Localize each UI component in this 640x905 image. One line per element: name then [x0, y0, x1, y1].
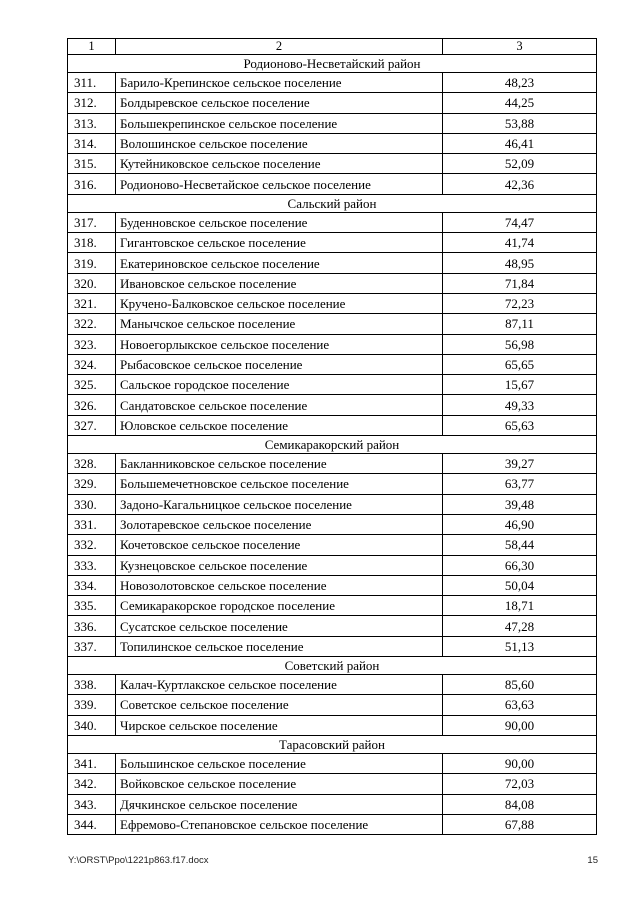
settlement-value: 90,00	[443, 715, 597, 735]
settlement-name: Золотаревское сельское поселение	[116, 514, 443, 534]
column-header-name: 2	[116, 39, 443, 55]
row-number: 340.	[68, 715, 116, 735]
settlement-name: Кочетовское сельское поселение	[116, 535, 443, 555]
column-header-value: 3	[443, 39, 597, 55]
table-row	[68, 535, 597, 555]
row-number: 344.	[68, 814, 116, 834]
settlement-value: 63,63	[443, 695, 597, 715]
row-number: 338.	[68, 675, 116, 695]
settlement-value: 71,84	[443, 273, 597, 293]
row-number: 342.	[68, 774, 116, 794]
row-number: 333.	[68, 555, 116, 575]
settlement-name: Топилинское сельское поселение	[116, 636, 443, 656]
settlement-value: 46,41	[443, 133, 597, 153]
table-row	[68, 575, 597, 595]
settlement-name: Кручено-Балковское сельское поселение	[116, 293, 443, 313]
row-number: 326.	[68, 395, 116, 415]
page-number: 15	[587, 855, 598, 866]
settlement-value: 42,36	[443, 174, 597, 194]
section-header-row	[68, 194, 597, 212]
row-number: 322.	[68, 314, 116, 334]
table-row	[68, 494, 597, 514]
settlement-value: 41,74	[443, 233, 597, 253]
settlement-value: 63,77	[443, 474, 597, 494]
row-number: 321.	[68, 293, 116, 313]
row-number: 341.	[68, 753, 116, 773]
row-number: 317.	[68, 212, 116, 232]
settlement-value: 85,60	[443, 675, 597, 695]
row-number: 315.	[68, 154, 116, 174]
settlement-name: Чирское сельское поселение	[116, 715, 443, 735]
table-row	[68, 555, 597, 575]
table-row	[68, 314, 597, 334]
table-row	[68, 814, 597, 834]
settlement-value: 46,90	[443, 514, 597, 534]
settlement-name: Кузнецовское сельское поселение	[116, 555, 443, 575]
table-row	[68, 753, 597, 773]
table-row	[68, 113, 597, 133]
table-body	[68, 39, 597, 835]
row-number: 316.	[68, 174, 116, 194]
section-header-row	[68, 436, 597, 454]
table-row	[68, 636, 597, 656]
row-number: 343.	[68, 794, 116, 814]
row-number: 318.	[68, 233, 116, 253]
settlement-name: Дячкинское сельское поселение	[116, 794, 443, 814]
settlement-name: Большекрепинское сельское поселение	[116, 113, 443, 133]
row-number: 327.	[68, 415, 116, 435]
table-row	[68, 273, 597, 293]
settlement-value: 67,88	[443, 814, 597, 834]
row-number: 332.	[68, 535, 116, 555]
section-header-row	[68, 657, 597, 675]
row-number: 330.	[68, 494, 116, 514]
column-header-number: 1	[68, 39, 116, 55]
settlement-name: Новозолотовское сельское поселение	[116, 575, 443, 595]
settlement-name: Рыбасовское сельское поселение	[116, 354, 443, 374]
row-number: 319.	[68, 253, 116, 273]
settlement-value: 44,25	[443, 93, 597, 113]
row-number: 329.	[68, 474, 116, 494]
settlement-name: Советское сельское поселение	[116, 695, 443, 715]
settlement-value: 48,95	[443, 253, 597, 273]
settlement-value: 39,27	[443, 454, 597, 474]
table-row	[68, 93, 597, 113]
row-number: 323.	[68, 334, 116, 354]
settlement-value: 52,09	[443, 154, 597, 174]
row-number: 324.	[68, 354, 116, 374]
table-row	[68, 395, 597, 415]
settlement-name: Ивановское сельское поселение	[116, 273, 443, 293]
row-number: 331.	[68, 514, 116, 534]
settlement-name: Буденновское сельское поселение	[116, 212, 443, 232]
row-number: 339.	[68, 695, 116, 715]
table-row	[68, 375, 597, 395]
settlement-value: 72,23	[443, 293, 597, 313]
table-row	[68, 675, 597, 695]
row-number: 314.	[68, 133, 116, 153]
section-header-row	[68, 735, 597, 753]
settlement-name: Болдыревское сельское поселение	[116, 93, 443, 113]
table-row	[68, 174, 597, 194]
settlement-value: 48,23	[443, 73, 597, 93]
table-row	[68, 233, 597, 253]
settlement-name: Сусатское сельское поселение	[116, 616, 443, 636]
settlement-name: Сандатовское сельское поселение	[116, 395, 443, 415]
table-row	[68, 415, 597, 435]
settlements-table	[67, 38, 597, 835]
settlement-value: 90,00	[443, 753, 597, 773]
row-number: 335.	[68, 596, 116, 616]
settlement-name: Войковское сельское поселение	[116, 774, 443, 794]
table-row	[68, 695, 597, 715]
settlement-name: Кутейниковское сельское поселение	[116, 154, 443, 174]
table-row	[68, 293, 597, 313]
row-number: 312.	[68, 93, 116, 113]
settlement-value: 84,08	[443, 794, 597, 814]
settlement-name: Семикаракорское городское поселение	[116, 596, 443, 616]
table-row	[68, 212, 597, 232]
table-row	[68, 73, 597, 93]
settlement-name: Большинское сельское поселение	[116, 753, 443, 773]
settlement-value: 15,67	[443, 375, 597, 395]
settlement-name: Сальское городское поселение	[116, 375, 443, 395]
table-row	[68, 454, 597, 474]
row-number: 313.	[68, 113, 116, 133]
settlement-value: 58,44	[443, 535, 597, 555]
district-title: Родионово-Несветайский район	[68, 55, 597, 73]
settlement-value: 56,98	[443, 334, 597, 354]
settlement-name: Калач-Куртлакское сельское поселение	[116, 675, 443, 695]
settlement-value: 49,33	[443, 395, 597, 415]
table-header-row	[68, 39, 597, 55]
settlement-value: 50,04	[443, 575, 597, 595]
settlement-name: Барило-Крепинское сельское поселение	[116, 73, 443, 93]
table-row	[68, 616, 597, 636]
row-number: 336.	[68, 616, 116, 636]
settlement-value: 72,03	[443, 774, 597, 794]
row-number: 325.	[68, 375, 116, 395]
table-row	[68, 133, 597, 153]
settlement-name: Манычское сельское поселение	[116, 314, 443, 334]
settlement-value: 18,71	[443, 596, 597, 616]
settlement-name: Ефремово-Степановское сельское поселение	[116, 814, 443, 834]
table-row	[68, 794, 597, 814]
settlement-value: 47,28	[443, 616, 597, 636]
table-row	[68, 715, 597, 735]
table-row	[68, 514, 597, 534]
row-number: 337.	[68, 636, 116, 656]
settlement-value: 65,65	[443, 354, 597, 374]
district-title: Тарасовский район	[68, 735, 597, 753]
section-header-row	[68, 55, 597, 73]
settlement-value: 66,30	[443, 555, 597, 575]
settlement-name: Большемечетновское сельское поселение	[116, 474, 443, 494]
district-title: Семикаракорский район	[68, 436, 597, 454]
settlement-name: Екатериновское сельское поселение	[116, 253, 443, 273]
settlement-name: Задоно-Кагальницкое сельское поселение	[116, 494, 443, 514]
row-number: 320.	[68, 273, 116, 293]
settlement-name: Юловское сельское поселение	[116, 415, 443, 435]
document-path: Y:\ORST\Ppo\1221p863.f17.docx	[68, 855, 209, 866]
row-number: 328.	[68, 454, 116, 474]
settlement-value: 39,48	[443, 494, 597, 514]
table-row	[68, 774, 597, 794]
settlement-value: 65,63	[443, 415, 597, 435]
settlement-value: 51,13	[443, 636, 597, 656]
settlement-name: Волошинское сельское поселение	[116, 133, 443, 153]
table-row	[68, 596, 597, 616]
district-title: Сальский район	[68, 194, 597, 212]
table-row	[68, 253, 597, 273]
settlement-name: Гигантовское сельское поселение	[116, 233, 443, 253]
settlement-name: Бакланниковское сельское поселение	[116, 454, 443, 474]
row-number: 311.	[68, 73, 116, 93]
settlement-name: Новоегорлыкское сельское поселение	[116, 334, 443, 354]
settlement-value: 87,11	[443, 314, 597, 334]
settlement-name: Родионово-Несветайское сельское поселение	[116, 174, 443, 194]
row-number: 334.	[68, 575, 116, 595]
table-row	[68, 474, 597, 494]
table-row	[68, 154, 597, 174]
district-title: Советский район	[68, 657, 597, 675]
settlement-value: 53,88	[443, 113, 597, 133]
table-row	[68, 354, 597, 374]
settlement-value: 74,47	[443, 212, 597, 232]
table-row	[68, 334, 597, 354]
